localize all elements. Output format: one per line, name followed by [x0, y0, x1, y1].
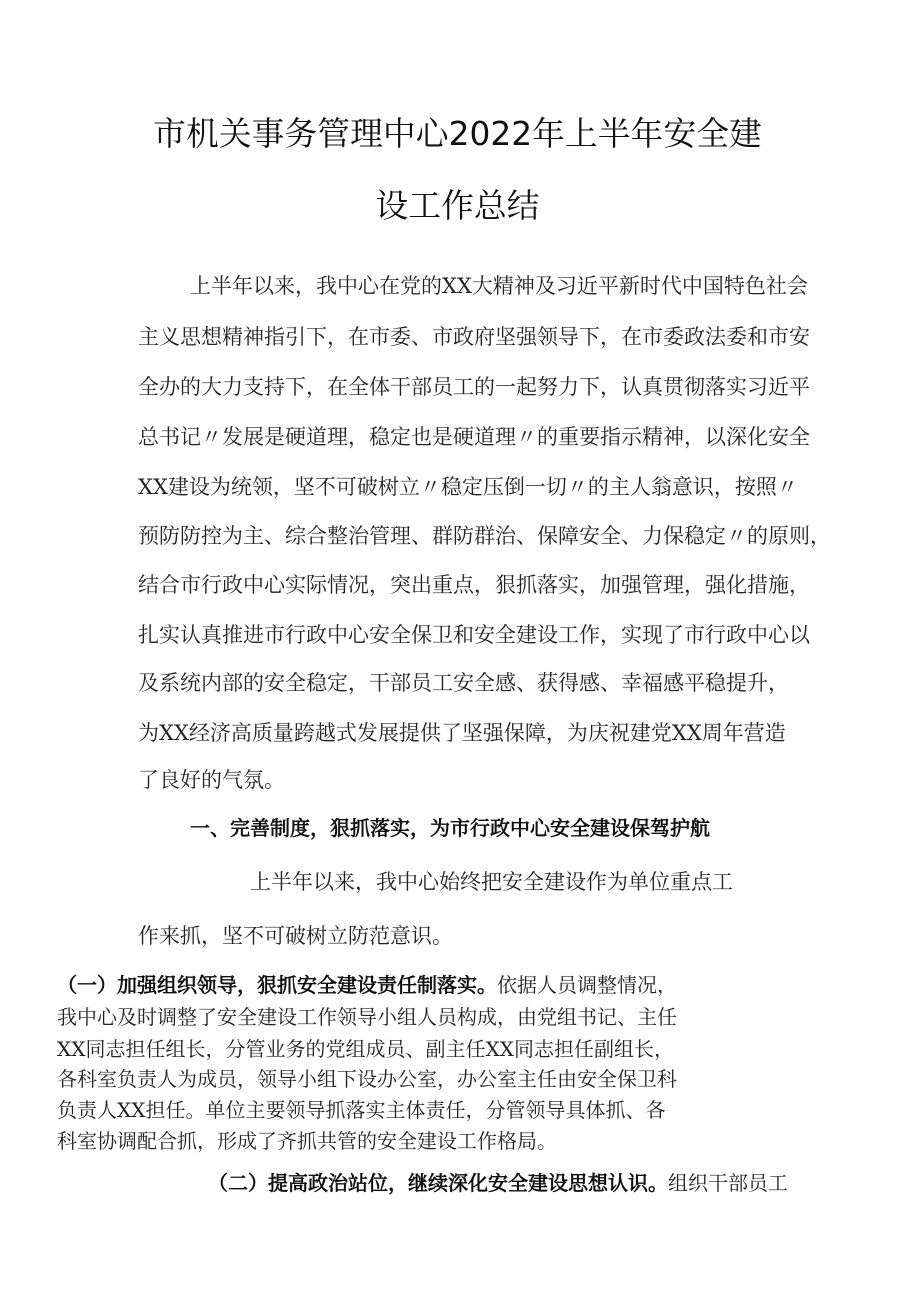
subsection-1-first-line-text: 依据人员调整情况， — [497, 973, 677, 997]
intro-line: 扎实认真推进市行政中心安全保卫和安全建设工作，实现了市行政中心以 — [138, 623, 810, 647]
intro-line: 结合市行政中心实际情况，突出重点，狠抓落实，加强管理，强化措施， — [138, 573, 810, 597]
intro-line: 总书记〃发展是硬道理，稳定也是硬道理〃的重要指示精神，以深化安全 — [138, 425, 810, 449]
subsection-2-heading: （二）提高政治站位，继续深化安全建设思想认识。 — [208, 1171, 668, 1195]
intro-line: 上半年以来，我中心在党的XX大精神及习近平新时代中国特色社会 — [190, 274, 808, 298]
section-1-line: 上半年以来，我中心始终把安全建设作为单位重点工 — [250, 870, 733, 894]
subsection-2-line — [208, 1167, 788, 1196]
intro-line: 预防防控为主、综合整治管理、群防群治、保障安全、力保稳定〃的原则， — [138, 524, 831, 548]
subsection-2-line-text: 组织干部员工 — [668, 1171, 788, 1195]
document-title-line-1: 市机关事务管理中心2022年上半年安全建 — [153, 114, 762, 153]
subsection-1-line: 负责人XX担任。单位主要领导抓落实主体责任，分管领导具体抓、各 — [57, 1098, 666, 1122]
intro-line: 主义思想精神指引下，在市委、市政府坚强领导下，在市委政法委和市安 — [138, 325, 810, 349]
intro-line: 了良好的气氛。 — [138, 768, 285, 792]
intro-line: 及系统内部的安全稳定，干部员工安全感、获得感、幸福感平稳提升， — [138, 671, 789, 695]
intro-line: XX建设为统领，坚不可破树立〃稳定压倒一切〃的主人翁意识，按照〃 — [138, 475, 798, 499]
section-1-heading: 一、完善制度，狠抓落实，为市行政中心安全建设保驾护航 — [190, 816, 710, 840]
subsection-1-first-line — [57, 969, 677, 998]
intro-line: 全办的大力支持下，在全体干部员工的一起努力下，认真贯彻落实习近平 — [138, 375, 810, 399]
document-title-line-2: 设工作总结 — [375, 186, 540, 225]
intro-line: 为XX经济高质量跨越式发展提供了坚强保障，为庆祝建党XX周年营造 — [138, 721, 786, 745]
subsection-1-line: 各科室负责人为成员，领导小组下设办公室，办公室主任由安全保卫科 — [57, 1067, 677, 1091]
subsection-1-heading: （一）加强组织领导，狠抓安全建设责任制落实。 — [57, 973, 497, 997]
subsection-1-line: 科室协调配合抓，形成了齐抓共管的安全建设工作格局。 — [57, 1129, 557, 1153]
subsection-1-line: 我中心及时调整了安全建设工作领导小组人员构成，由党组书记、主任 — [57, 1005, 677, 1029]
subsection-1-line: XX同志担任组长，分管业务的党组成员、副主任XX同志担任副组长， — [57, 1037, 674, 1061]
section-1-line: 作来抓，坚不可破树立防范意识。 — [138, 924, 453, 948]
